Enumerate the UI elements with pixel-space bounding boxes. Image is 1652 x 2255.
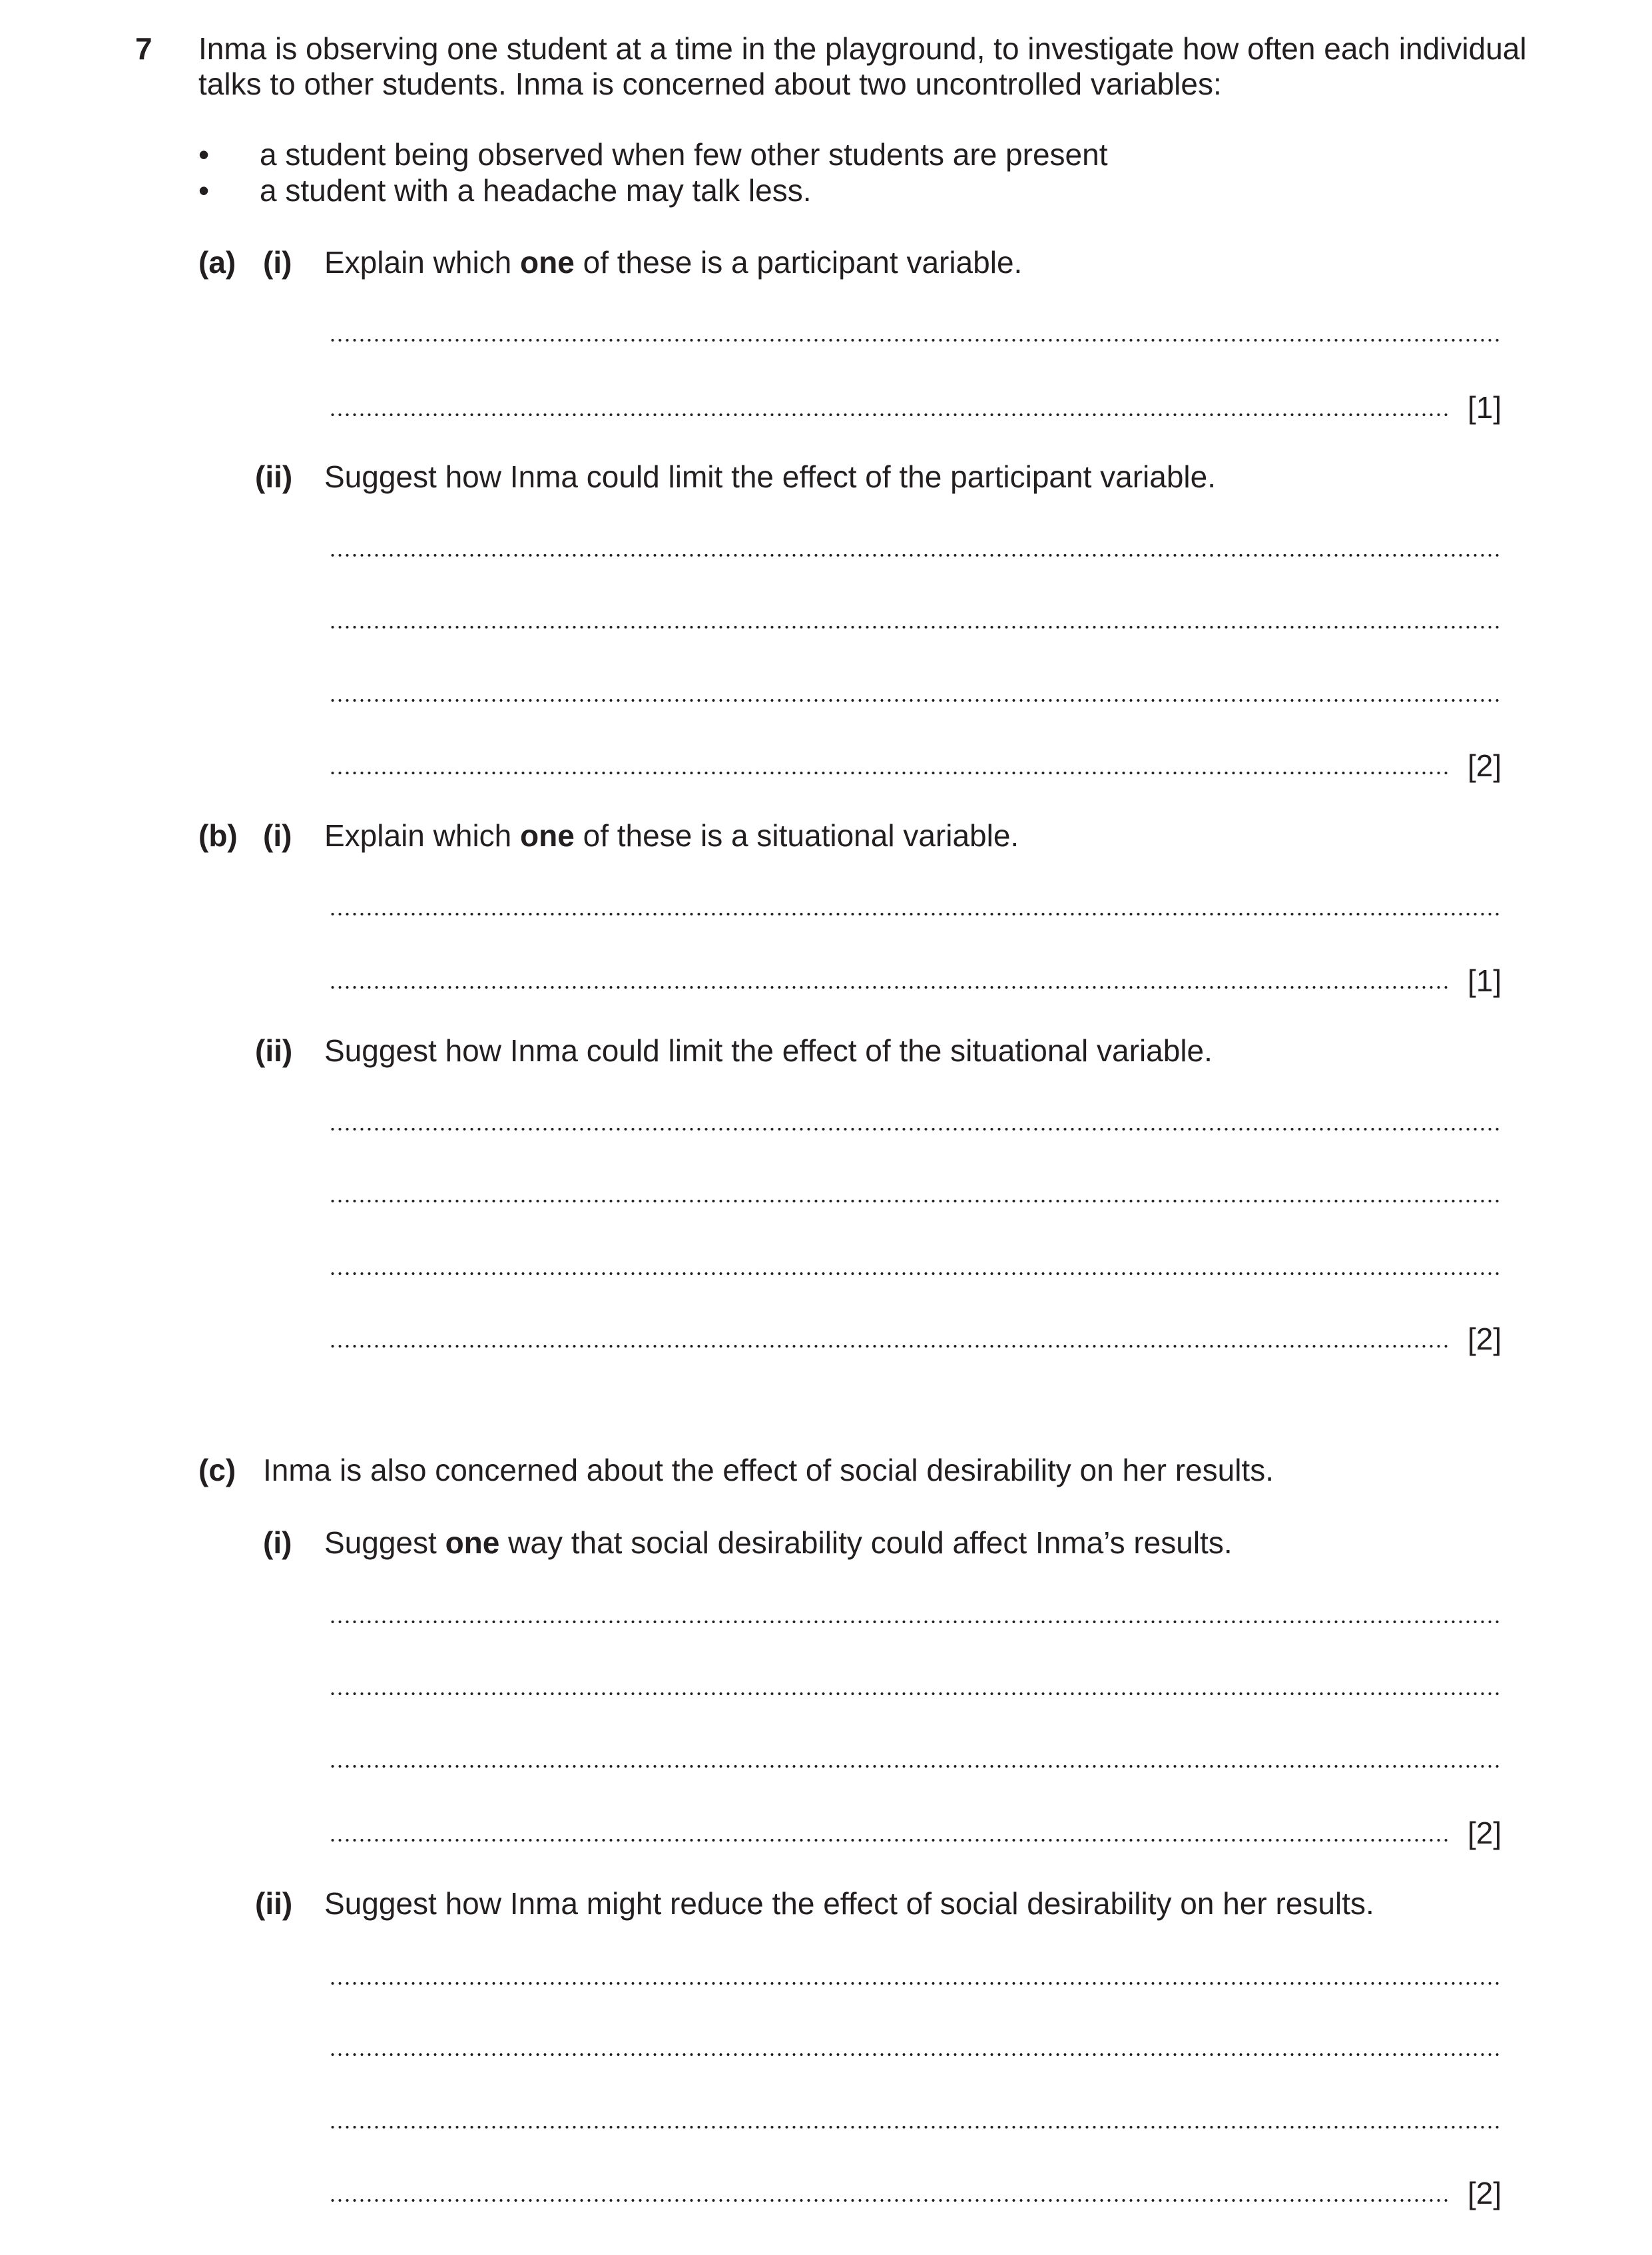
part-a-label: (a) <box>198 245 236 280</box>
answer-line[interactable] <box>331 1764 1502 1768</box>
answer-line[interactable] <box>331 2198 1450 2202</box>
mark-allocation: [1] <box>1468 963 1502 998</box>
answer-line[interactable] <box>331 1620 1502 1624</box>
answer-line[interactable] <box>331 338 1502 342</box>
part-c-label: (c) <box>198 1453 236 1487</box>
answer-line[interactable] <box>331 1692 1502 1696</box>
answer-line[interactable] <box>331 698 1502 702</box>
prompt-emphasis: one <box>445 1525 500 1560</box>
prompt-text: Explain which <box>324 818 521 853</box>
prompt-text: Explain which <box>324 245 521 280</box>
mark-allocation: [2] <box>1468 2176 1502 2210</box>
answer-line[interactable] <box>331 912 1502 916</box>
answer-line[interactable] <box>331 1981 1502 1985</box>
answer-line[interactable] <box>331 1127 1502 1131</box>
answer-line[interactable] <box>331 2125 1502 2129</box>
part-b-i-label: (i) <box>263 818 292 853</box>
mark-allocation: [1] <box>1468 390 1502 425</box>
mark-allocation: [2] <box>1468 1816 1502 1850</box>
bullet-item-2: a student with a headache may talk less. <box>260 173 812 208</box>
answer-line[interactable] <box>331 1838 1450 1842</box>
mark-allocation: [2] <box>1468 1322 1502 1356</box>
answer-line[interactable] <box>331 2053 1502 2057</box>
answer-line[interactable] <box>331 985 1450 989</box>
part-b-i-prompt <box>324 818 1019 854</box>
part-c-ii-label: (ii) <box>255 1886 293 1921</box>
part-c-intro: Inma is also concerned about the effect of social desirability on her results. <box>263 1453 1274 1487</box>
mark-allocation: [2] <box>1468 748 1502 783</box>
answer-line[interactable] <box>331 625 1502 629</box>
part-a-i-prompt <box>324 244 1022 280</box>
part-b-ii-label: (ii) <box>255 1033 293 1068</box>
question-stem-line-2: talks to other students. Inma is concerned about two uncontrolled variables: <box>198 67 1222 101</box>
answer-line[interactable] <box>331 1344 1450 1348</box>
part-b-label: (b) <box>198 818 238 853</box>
part-a-ii-label: (ii) <box>255 459 293 494</box>
answer-line[interactable] <box>331 771 1450 775</box>
prompt-text: of these is a participant variable. <box>574 245 1023 280</box>
part-b-ii-prompt: Suggest how Inma could limit the effect of the situational variable. <box>324 1033 1213 1068</box>
answer-line[interactable] <box>331 1199 1502 1203</box>
prompt-text: Suggest <box>324 1525 445 1560</box>
bullet-marker: • <box>198 137 210 172</box>
question-stem-line-1: Inma is observing one student at a time in the playground, to investigate how often each individual <box>198 31 1527 66</box>
part-c-i-label: (i) <box>263 1525 292 1560</box>
part-c-i-prompt <box>324 1525 1233 1561</box>
answer-line[interactable] <box>331 413 1450 417</box>
answer-line[interactable] <box>331 1272 1502 1276</box>
bullet-marker: • <box>198 173 210 208</box>
prompt-text: of these is a situational variable. <box>574 818 1019 853</box>
part-a-ii-prompt: Suggest how Inma could limit the effect of the participant variable. <box>324 459 1217 494</box>
bullet-item-1: a student being observed when few other students are present <box>260 137 1108 172</box>
prompt-emphasis: one <box>520 245 575 280</box>
question-number: 7 <box>135 31 152 66</box>
part-a-i-label: (i) <box>263 245 292 280</box>
prompt-text: way that social desirability could affect Inma’s results. <box>499 1525 1233 1560</box>
answer-line[interactable] <box>331 553 1502 557</box>
prompt-emphasis: one <box>520 818 575 853</box>
part-c-ii-prompt: Suggest how Inma might reduce the effect of social desirability on her results. <box>324 1886 1374 1921</box>
